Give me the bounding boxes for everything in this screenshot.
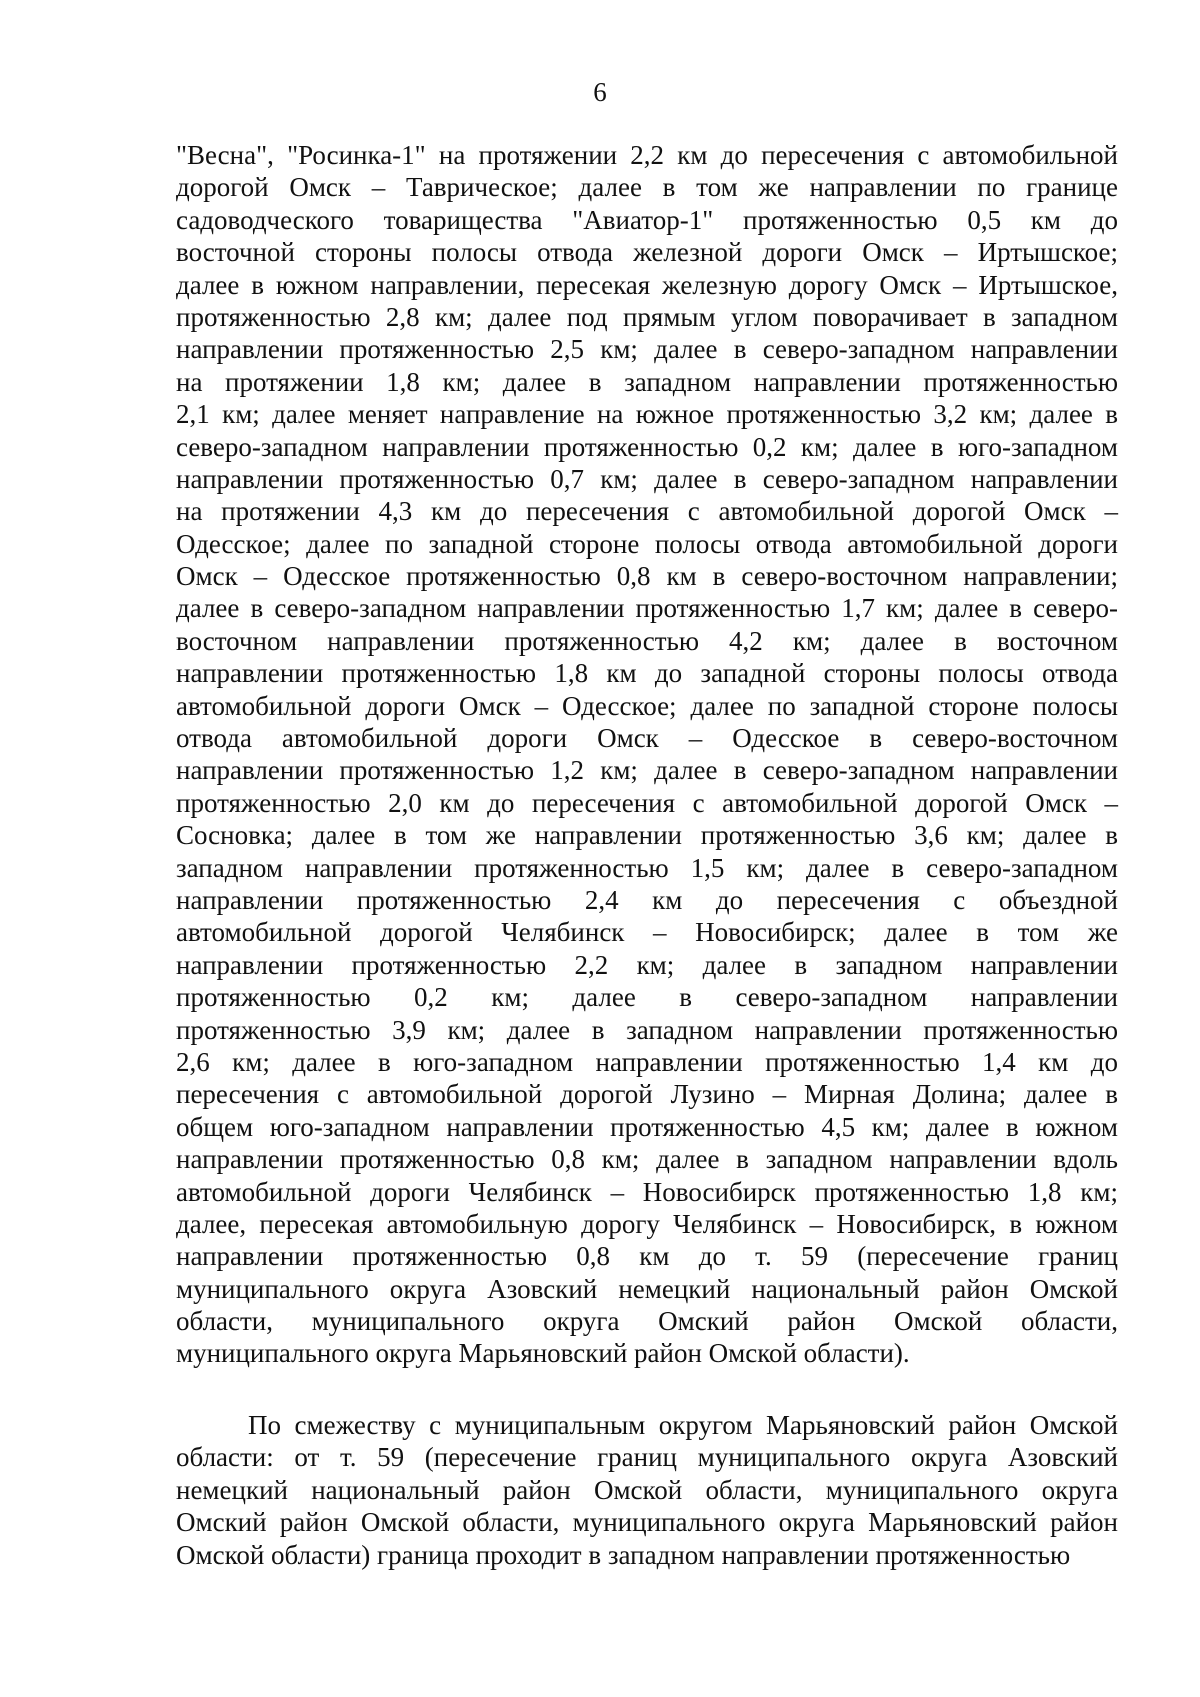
- text-line: направлении протяженностью 2,5 км; далее в северо-западном направлении: [176, 334, 1118, 365]
- body-paragraph: [176, 1409, 1118, 1571]
- text-line: садоводческого товарищества "Авиатор-1" протяженностью 0,5 км до: [176, 204, 1118, 235]
- text-line: направлении протяженностью 0,8 км до т. 59 (пересечение границ: [176, 1241, 1118, 1272]
- text-line: По смежеству с муниципальным округом Марьяновский район Омской: [248, 1410, 1118, 1440]
- text-line: Сосновка; далее в том же направлении протяженностью 3,6 км; далее в: [176, 820, 1118, 851]
- text-line: автомобильной дороги Омск – Одесское; далее по западной стороне полосы: [176, 690, 1118, 721]
- text-line: далее, пересекая автомобильную дорогу Челябинск – Новосибирск, в южном: [176, 1208, 1118, 1239]
- text-line: восточном направлении протяженностью 4,2 км; далее в восточном: [176, 625, 1118, 656]
- text-line: дорогой Омск – Таврическое; далее в том же направлении по границе: [176, 172, 1118, 203]
- text-line: пересечения с автомобильной дорогой Лузино – Мирная Долина; далее в: [176, 1079, 1118, 1110]
- text-line: Одесское; далее по западной стороне полосы отвода автомобильной дороги: [176, 528, 1118, 559]
- text-line: Омск – Одесское протяженностью 0,8 км в северо-восточном направлении;: [176, 561, 1118, 592]
- text-line: отвода автомобильной дороги Омск – Одесское в северо-восточном: [176, 723, 1118, 754]
- text-line: области: от т. 59 (пересечение границ муниципального округа Азовский: [176, 1442, 1118, 1473]
- text-line: на протяжении 1,8 км; далее в западном направлении протяженностью: [176, 366, 1118, 397]
- text-line: автомобильной дороги Челябинск – Новосибирск протяженностью 1,8 км;: [176, 1176, 1118, 1207]
- text-line: 2,1 км; далее меняет направление на южное протяженностью 3,2 км; далее в: [176, 399, 1118, 430]
- text-line: муниципального округа Азовский немецкий национальный район Омской: [176, 1273, 1118, 1304]
- text-line: протяженностью 2,0 км до пересечения с автомобильной дорогой Омск –: [176, 787, 1118, 818]
- page-number: 6: [593, 77, 607, 107]
- text-line: далее в южном направлении, пересекая железную дорогу Омск – Иртышское,: [176, 269, 1118, 300]
- text-line: протяженностью 2,8 км; далее под прямым углом поворачивает в западном: [176, 301, 1118, 332]
- text-line: западном направлении протяженностью 1,5 км; далее в северо-западном: [176, 852, 1118, 883]
- text-line: протяженностью 0,2 км; далее в северо-западном направлении: [176, 982, 1118, 1013]
- text-line: немецкий национальный район Омской области, муниципального округа: [176, 1474, 1118, 1505]
- text-line: северо-западном направлении протяженностью 0,2 км; далее в юго-западном: [176, 431, 1118, 462]
- text-line: протяженностью 3,9 км; далее в западном направлении протяженностью: [176, 1014, 1118, 1045]
- text-line: Омский район Омской области, муниципального округа Марьяновский район: [176, 1507, 1118, 1538]
- text-line: далее в северо-западном направлении протяженностью 1,7 км; далее в северо-: [176, 593, 1118, 624]
- text-line: направлении протяженностью 0,7 км; далее в северо-западном направлении: [176, 463, 1118, 494]
- text-line: 2,6 км; далее в юго-западном направлении протяженностью 1,4 км до: [176, 1046, 1118, 1077]
- text-line: направлении протяженностью 2,4 км до пересечения с объездной: [176, 884, 1118, 915]
- text-line: восточной стороны полосы отвода железной дороги Омск – Иртышское;: [176, 237, 1118, 268]
- text-line: Омской области) граница проходит в западном направлении протяженностью: [176, 1539, 1071, 1570]
- text-line: направлении протяженностью 1,8 км до западной стороны полосы отвода: [176, 658, 1118, 689]
- text-line: автомобильной дорогой Челябинск – Новосибирск; далее в том же: [176, 917, 1118, 948]
- text-line: общем юго-западном направлении протяженностью 4,5 км; далее в южном: [176, 1111, 1118, 1142]
- text-line: направлении протяженностью 2,2 км; далее в западном направлении: [176, 949, 1118, 980]
- text-line: на протяжении 4,3 км до пересечения с автомобильной дорогой Омск –: [176, 496, 1118, 527]
- text-line: направлении протяженностью 0,8 км; далее в западном направлении вдоль: [176, 1144, 1118, 1175]
- text-line: муниципального округа Марьяновский район Омской области).: [176, 1338, 910, 1369]
- text-line: "Весна", "Росинка-1" на протяжении 2,2 км до пересечения с автомобильной: [176, 140, 1118, 170]
- text-line: направлении протяженностью 1,2 км; далее в северо-западном направлении: [176, 755, 1118, 786]
- body-paragraph: [176, 139, 1118, 1370]
- text-line: области, муниципального округа Омский район Омской области,: [176, 1306, 1118, 1337]
